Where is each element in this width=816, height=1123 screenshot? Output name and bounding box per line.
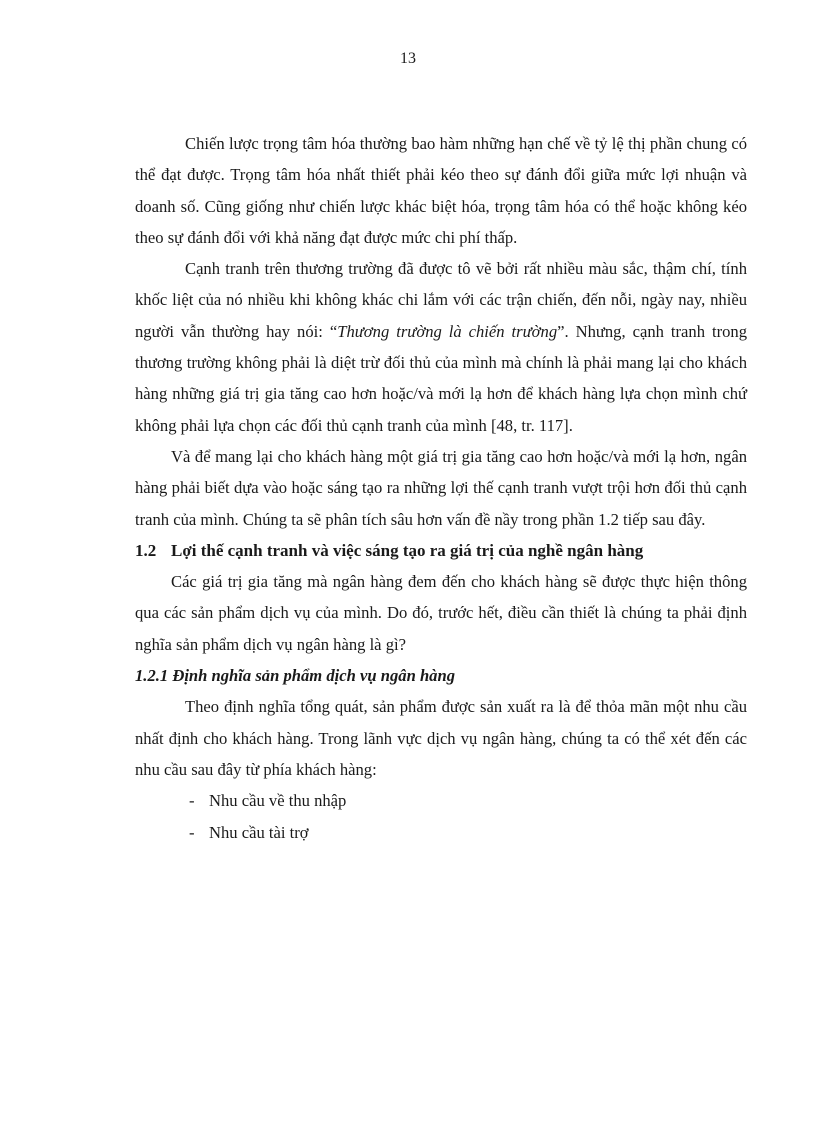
paragraph-competition (135, 253, 747, 441)
section-title: Lợi thế cạnh tranh và việc sáng tạo ra giá trị của nghề ngân hàng (171, 540, 644, 560)
list-item-text: Nhu cầu về thu nhập (209, 791, 347, 811)
list-dash: - (189, 822, 195, 842)
list-item (135, 817, 747, 848)
subsection-heading: 1.2.1 Định nghĩa sản phẩm dịch vụ ngân hàng (135, 666, 455, 686)
paragraph-focus-strategy: Chiến lược trọng tâm hóa thường bao hàm những hạn chế về tỷ lệ thị phần chung có thể đạt được. Trọng tâm hóa nhất thiết phải kéo theo sự đánh đổi giữa mức lợi nhuận và doanh số. Cũng giống như chiến lược khác biệt hóa, trọng tâm hóa có thể hoặc không kéo theo sự đánh đổi với khả năng đạt được mức chi phí thấp. (135, 134, 747, 247)
paragraph-products: Các giá trị gia tăng mà ngân hàng đem đến cho khách hàng sẽ được thực hiện thông qua các sản phẩm dịch vụ của mình. Do đó, trước hết, điều cần thiết là chúng ta phải định nghĩa sản phẩm dịch vụ ngân hàng là gì? (135, 572, 747, 654)
document-body (135, 128, 747, 848)
list-item-text: Nhu cầu tài trợ (209, 822, 309, 842)
quoted-saying: Thương trường là chiến trường (337, 321, 558, 341)
page-number: 13 (400, 50, 416, 67)
paragraph-text: Cạnh tranh trên thương trường đã được tô vẽ bởi rất nhiều màu sắc, thậm chí, tính khốc liệt của nó nhiều khi không khác chi lắm với các trận chiến, đến nỗi, ngày nay, nhiều người vẫn thường hay nói: “ (135, 259, 747, 341)
list-dash: - (189, 791, 195, 811)
section-heading (135, 535, 747, 566)
section-number: 1.2 (135, 540, 157, 560)
paragraph-text: ”. Nhưng, cạnh tranh trong thương trường không phải là diệt trừ đối thủ của mình mà chính là phải mang lại cho khách hàng những giá trị gia tăng cao hơn hoặc/và mới lạ hơn để khách hàng lựa chọn mình chứ không phải lựa chọn các đối thủ cạnh tranh của mình [48, tr. 117]. (135, 321, 747, 435)
paragraph-definition: Theo định nghĩa tổng quát, sản phẩm được sản xuất ra là để thỏa mãn một nhu cầu nhất định cho khách hàng. Trong lãnh vực dịch vụ ngân hàng, chúng ta có thể xét đến các nhu cầu sau đây từ phía khách hàng: (135, 697, 747, 779)
paragraph-value-added: Và để mang lại cho khách hàng một giá trị gia tăng cao hơn hoặc/và mới lạ hơn, ngân hàng phải biết dựa vào hoặc sáng tạo ra những lợi thế cạnh tranh vượt trội hơn đối thủ cạnh tranh của mình. Chúng ta sẽ phân tích sâu hơn vấn đề nầy trong phần 1.2 tiếp sau đây. (135, 446, 747, 529)
list-item (135, 785, 747, 816)
